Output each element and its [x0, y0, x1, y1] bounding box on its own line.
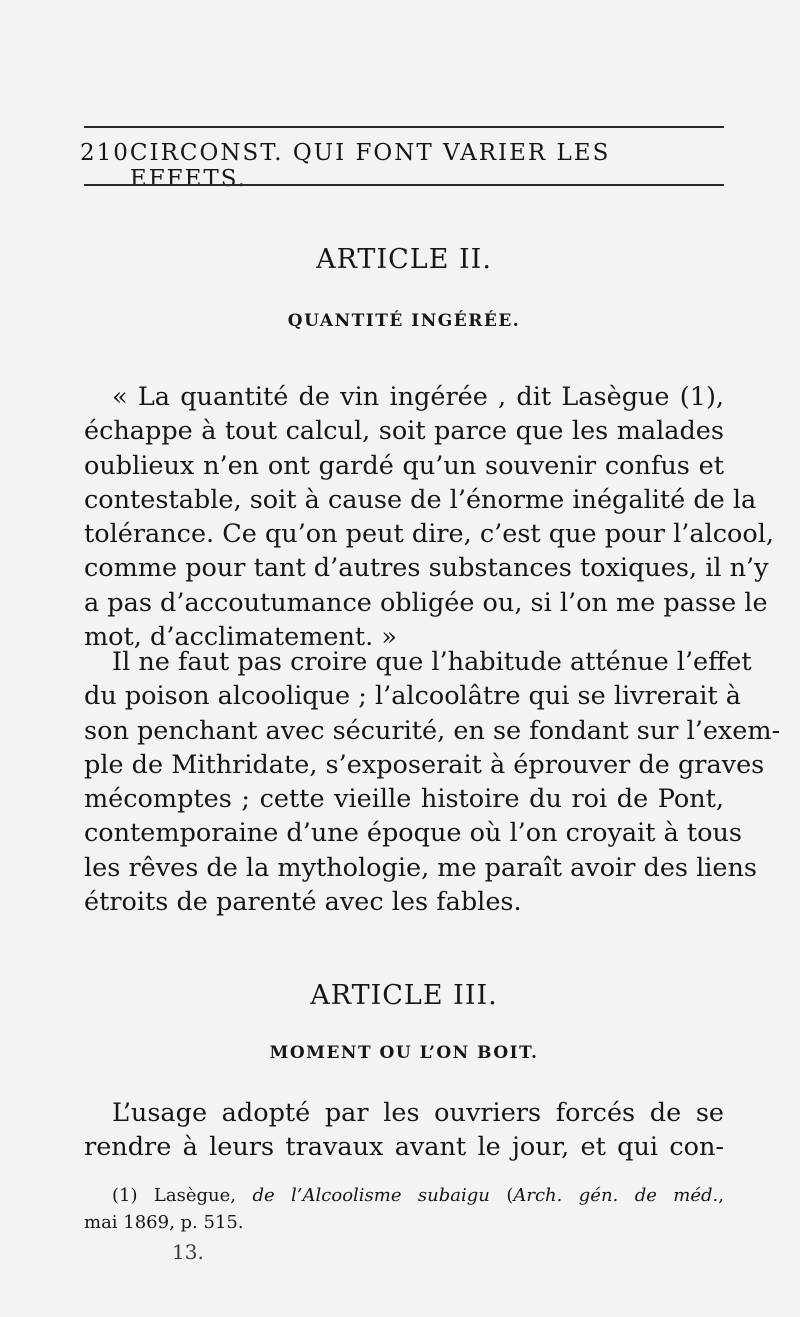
footnote-marker: (1) Lasègue, — [112, 1185, 236, 1206]
header-rule-bottom — [84, 184, 724, 186]
text-line: L’usage adopté par les ouvriers forcés de se — [112, 1098, 724, 1128]
text-line: a pas d’accoutumance obligée ou, si l’on me passe le — [84, 587, 768, 618]
article-3-paragraph-1 — [84, 1096, 724, 1165]
text-line: échappe à tout calcul, soit parce que les malades — [84, 416, 724, 447]
text-line: contestable, soit à cause de l’énorme inégalité de la — [84, 484, 757, 515]
text-line: tolérance. Ce qu’on peut dire, c’est que pour l’alcool, — [84, 519, 774, 550]
footnote-title: de l’Alcoolisme subaigu — [252, 1185, 490, 1206]
footnote-trailing: , — [718, 1185, 724, 1206]
text-line: comme pour tant d’autres substances toxiques, il n’y — [84, 553, 769, 584]
text-line: du poison alcoolique ; l’alcoolâtre qui se livrerait à — [84, 681, 741, 712]
header-rule-top — [84, 126, 724, 128]
footnote-journal: Arch. gén. de méd. — [513, 1185, 719, 1206]
text-line: mécomptes ; cette vieille histoire du roi de Pont, — [84, 784, 724, 815]
article-2-heading: ARTICLE II. — [316, 244, 492, 275]
text-line: étroits de parenté avec les fables. — [84, 887, 522, 918]
text-line: les rêves de la mythologie, me paraît avoir des liens — [84, 852, 758, 883]
text-line: oublieux n’en ont gardé qu’un souvenir confus et — [84, 450, 724, 481]
article-3-heading: ARTICLE III. — [310, 980, 498, 1011]
footnote-line-2: mai 1869, p. 515. — [84, 1212, 244, 1233]
article-3-subheading: MOMENT OU L’ON BOIT. — [269, 1043, 539, 1063]
text-line: contemporaine d’une époque où l’on croyait à tous — [84, 818, 742, 849]
text-line: son penchant avec sécurité, en se fondant sur l’exem- — [84, 715, 781, 746]
text-line: « La quantité de vin ingérée , dit Lasègue (1), — [112, 382, 724, 412]
footnote-line-1 — [84, 1182, 724, 1209]
text-line: mot, d’acclimatement. » — [84, 622, 397, 653]
text-line: Il ne faut pas croire que l’habitude atténue l’effet — [112, 647, 752, 677]
article-2-paragraph-1 — [84, 380, 774, 654]
page-number: 210 — [80, 140, 130, 166]
article-2-subheading: QUANTITÉ INGÉRÉE. — [287, 311, 521, 331]
footnote-paren: ( — [506, 1185, 514, 1206]
article-2-paragraph-2 — [84, 645, 781, 919]
signature-mark: 13. — [172, 1240, 204, 1264]
footnote — [84, 1182, 724, 1236]
text-line: ple de Mithridate, s’exposerait à éprouver de graves — [84, 749, 765, 780]
text-line: rendre à leurs travaux avant le jour, et qui con- — [84, 1132, 724, 1163]
running-title: CIRCONST. QUI FONT VARIER LES EFFETS. — [129, 140, 611, 192]
